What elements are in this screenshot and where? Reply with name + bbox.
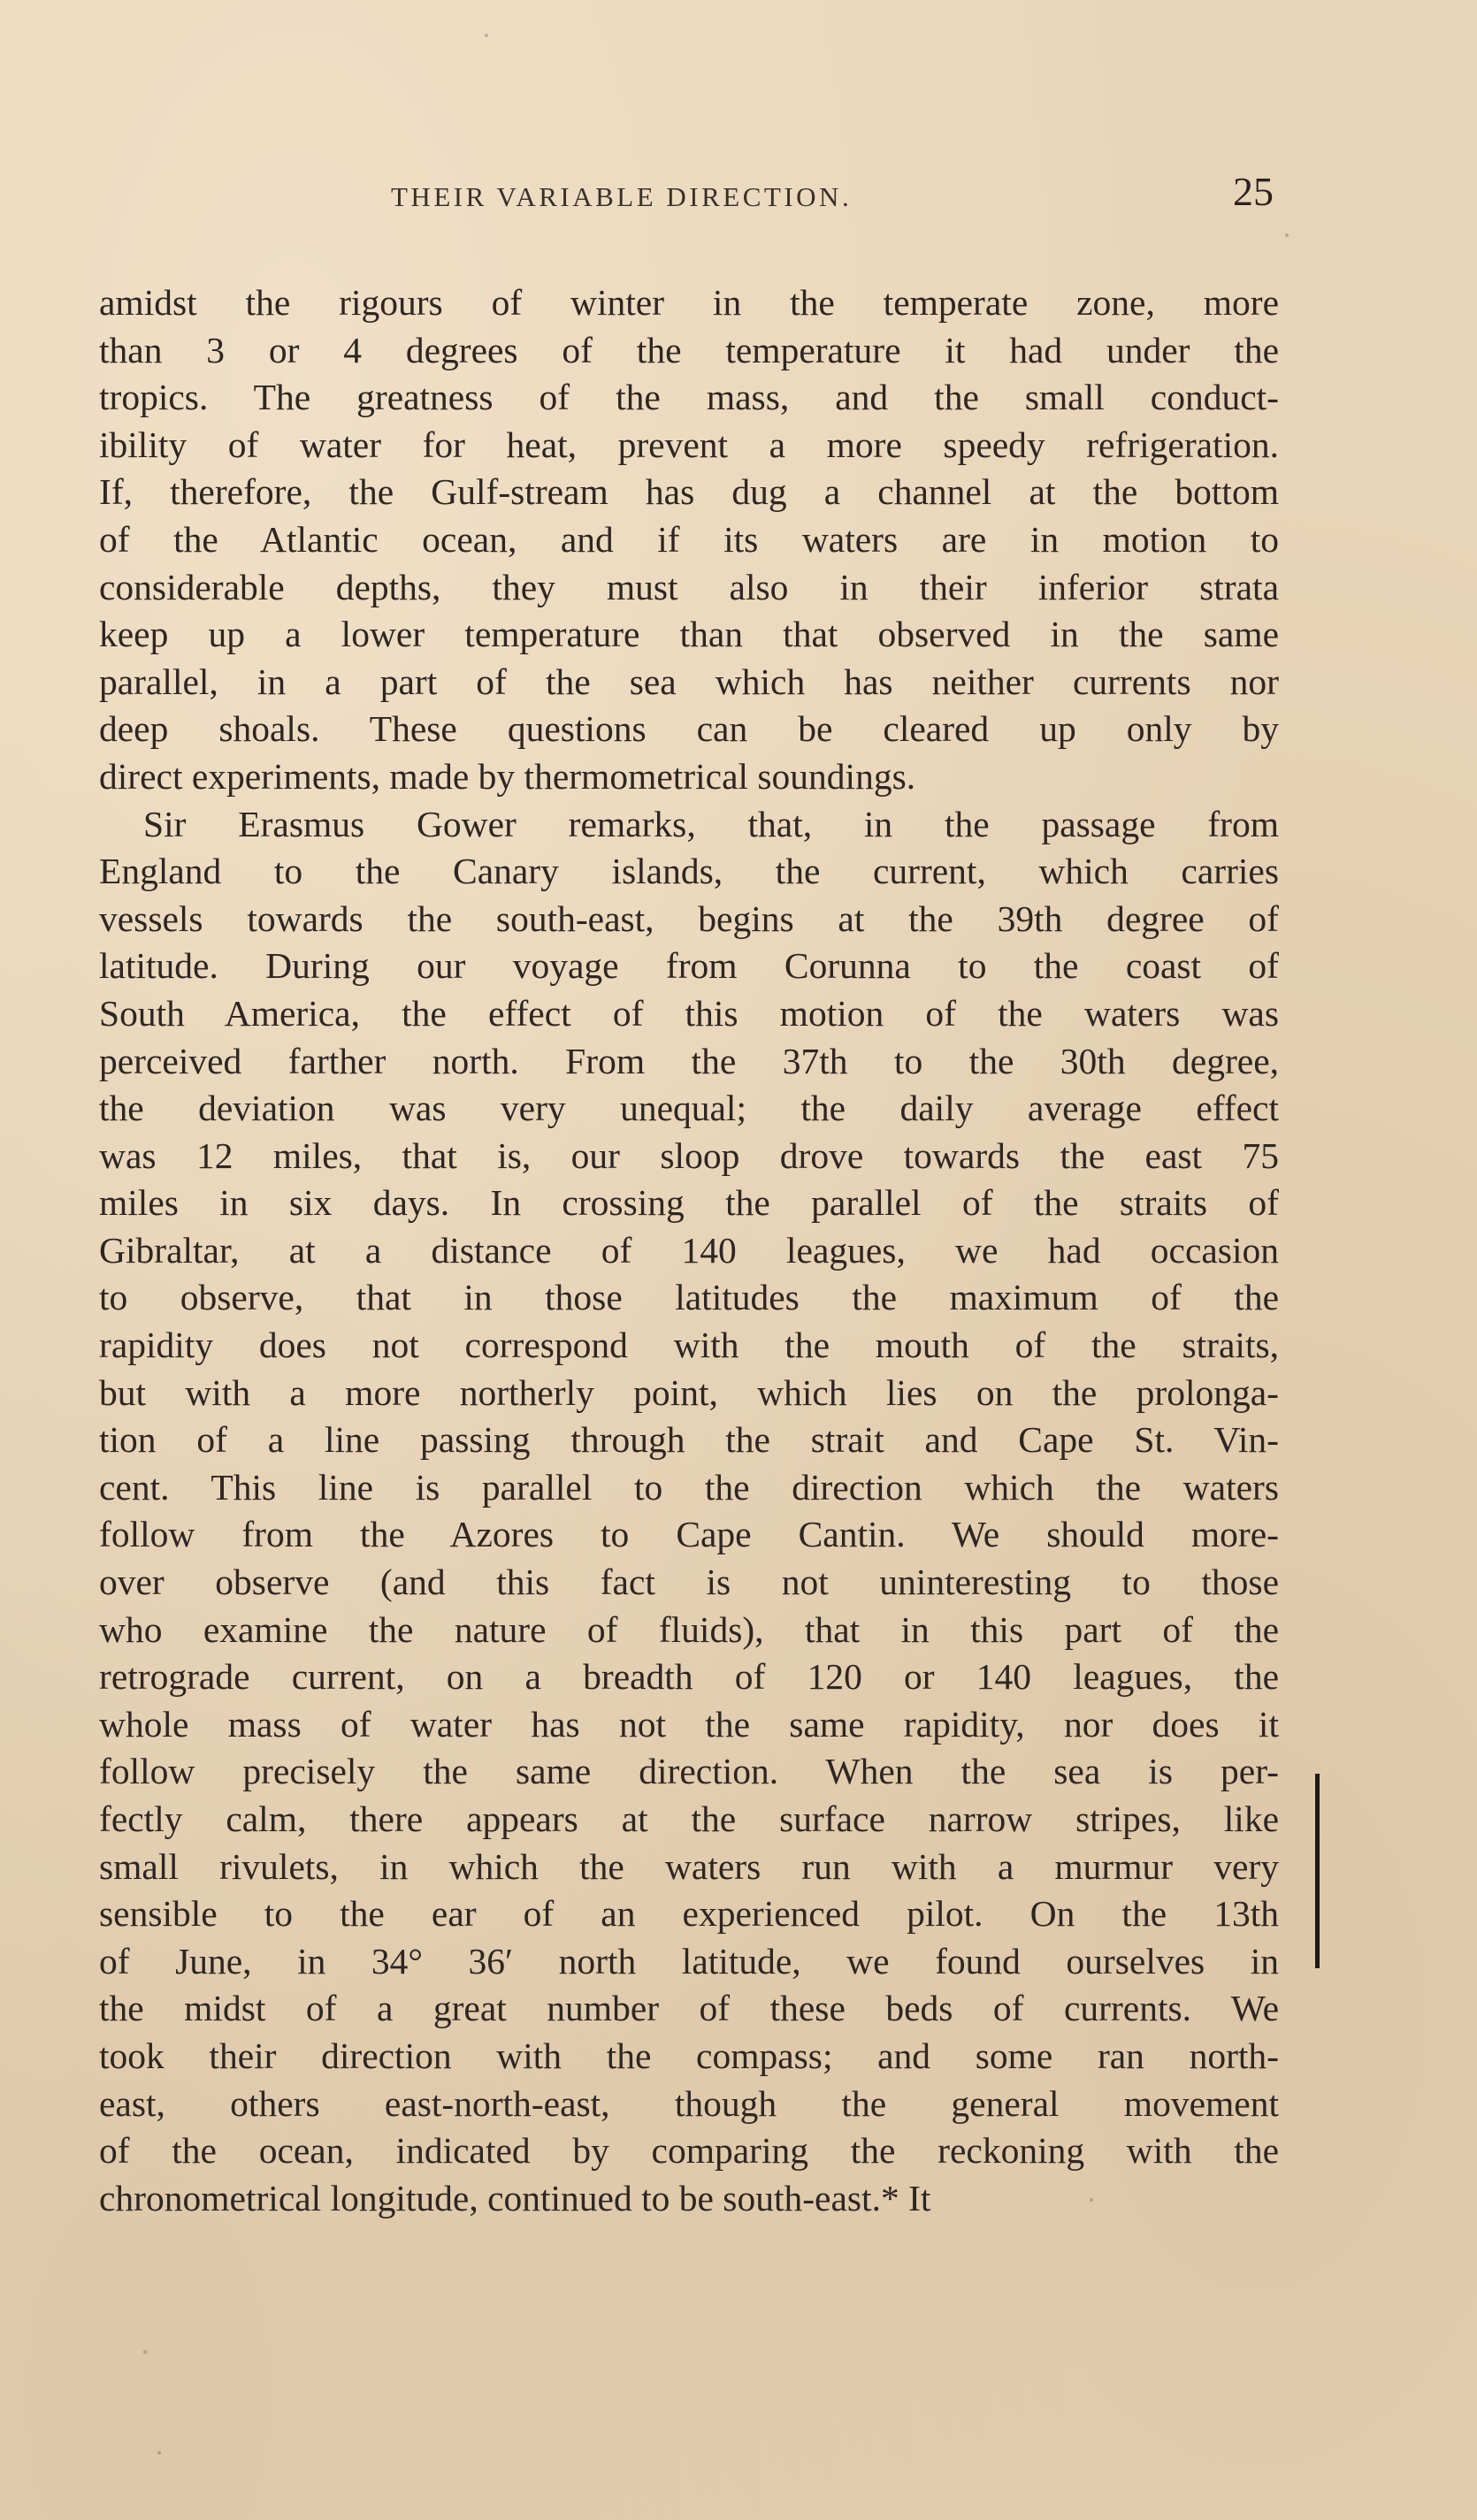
text-line: keep up a lower temperature than that observed in the same [99,614,1279,655]
paper-speck [1090,2198,1093,2202]
text-line: was 12 miles, that is, our sloop drove towards the east 75 [99,1134,1279,1176]
text-line: retrograde current, on a breadth of 120 or 140 leagues, the [99,1656,1279,1698]
text-line: parallel, in a part of the sea which has neither currents nor [99,661,1279,702]
text-line: whole mass of water has not the same rapidity, nor does it [99,1703,1279,1745]
text-line: vessels towards the south-east, begins at the 39th degree of [99,897,1279,939]
text-line: miles in six days. In crossing the parallel of the straits of [99,1182,1279,1224]
text-line: tropics. The greatness of the mass, and the small conduct- [99,377,1279,418]
page-number: 25 [1233,169,1274,214]
text-line: rapidity does not correspond with the mouth of the straits, [99,1325,1279,1366]
text-line: England to the Canary islands, the current, which carries [99,851,1279,892]
text-line: tion of a line passing through the strait and Cape St. Vin- [99,1419,1279,1461]
text-line: over observe (and this fact is not uninteresting to those [99,1562,1279,1603]
text-line: follow precisely the same direction. When the sea is per- [99,1751,1279,1792]
text-line: the midst of a great number of these beds of currents. We [99,1988,1279,2029]
text-line: Sir Erasmus Gower remarks, that, in the passage from [143,803,1279,844]
text-line: South America, the effect of this motion of the waters was [99,992,1279,1034]
text-line: amidst the rigours of winter in the temperate zone, more [99,282,1279,323]
text-line: perceived farther north. From the 37th to the 30th degree, [99,1040,1279,1081]
text-line: fectly calm, there appears at the surface narrow stripes, like [99,1798,1279,1839]
running-head: THEIR VARIABLE DIRECTION. [391,181,853,212]
text-line: the deviation was very unequal; the daily average effect [99,1088,1279,1129]
margin-rule [1315,1774,1320,1968]
text-line: direct experiments, made by thermometrical soundings. [99,755,916,797]
text-line: considerable depths, they must also in their inferior strata [99,566,1279,607]
text-line: to observe, that in those latitudes the maximum of the [99,1277,1279,1318]
text-line: who examine the nature of fluids), that in this part of the [99,1608,1279,1650]
text-line: of the ocean, indicated by comparing the reckoning with the [99,2130,1279,2172]
text-line: of June, in 34° 36′ north latitude, we found ourselves in [99,1940,1279,1982]
text-line: latitude. During our voyage from Corunna to the coast of [99,945,1279,987]
body-text [99,279,1279,2222]
text-line: but with a more northerly point, which lies on the prolonga- [99,1371,1279,1413]
text-line: of the Atlantic ocean, and if its waters are in motion to [99,518,1279,560]
text-line: east, others east-north-east, though the general movement [99,2082,1279,2124]
paper-speck [143,2350,147,2354]
paper-speck [485,34,488,37]
text-line: sensible to the ear of an experienced pilot. On the 13th [99,1893,1279,1935]
text-line: If, therefore, the Gulf-stream has dug a channel at the bottom [99,471,1279,513]
text-line: deep shoals. These questions can be cleared up only by [99,708,1279,750]
text-line: cent. This line is parallel to the direction which the waters [99,1466,1279,1508]
text-line: small rivulets, in which the waters run with a murmur very [99,1845,1279,1887]
text-line: chronometrical longitude, continued to be south-east.* It [99,2177,931,2218]
text-line: Gibraltar, at a distance of 140 leagues, we had occasion [99,1229,1279,1271]
paper-speck [1285,233,1289,237]
text-line: than 3 or 4 degrees of the temperature it had under the [99,329,1279,370]
text-line: follow from the Azores to Cape Cantin. We should more- [99,1514,1279,1555]
text-line: ibility of water for heat, prevent a more speedy refrigeration. [99,424,1279,465]
paper-speck [157,2451,161,2455]
text-line: took their direction with the compass; and some ran north- [99,2035,1279,2076]
